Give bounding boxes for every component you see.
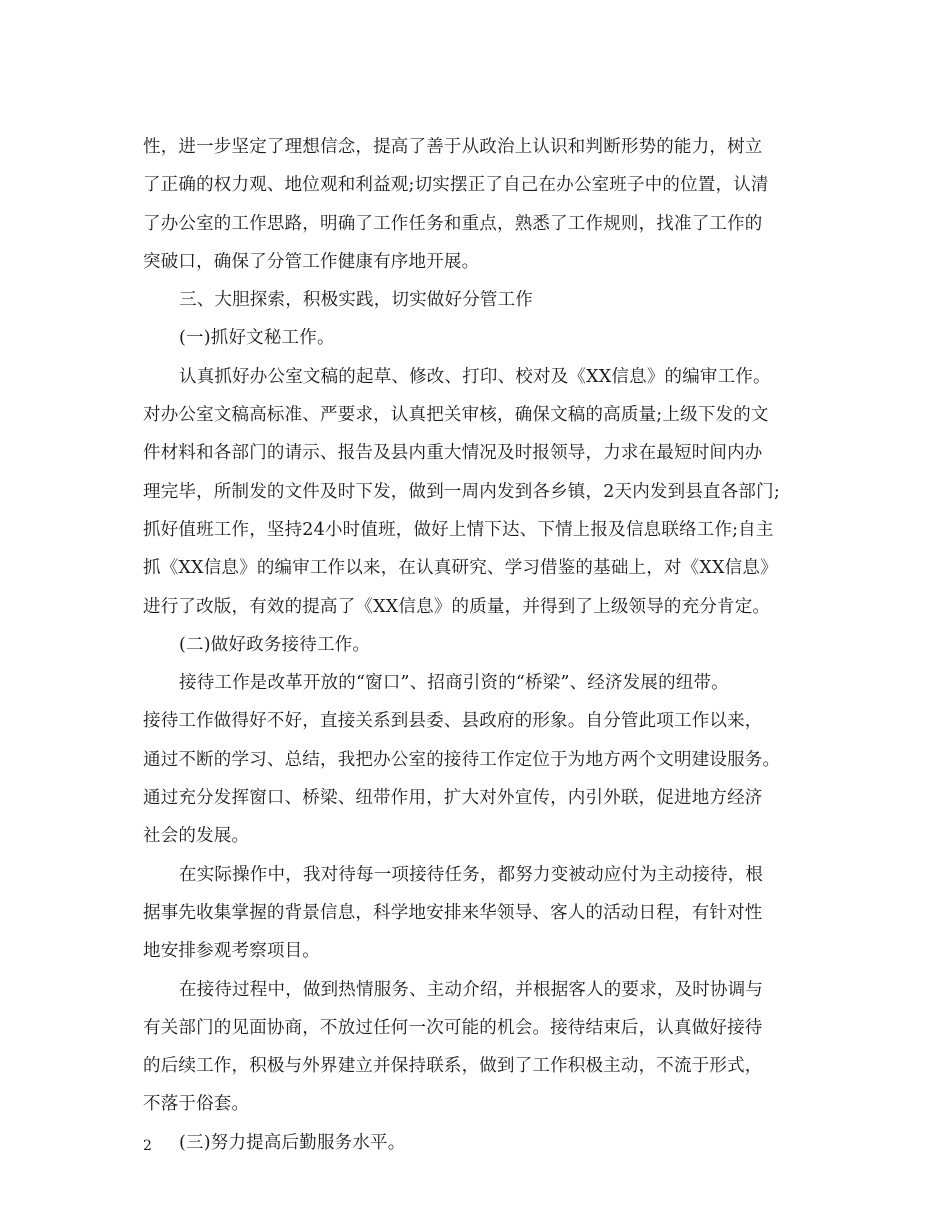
page-number: 2 — [143, 1138, 152, 1154]
text-line: 据事先收集掌握的背景信息，科学地安排来华领导、客人的活动日程，有针对性 — [143, 902, 763, 923]
text-line: 件材料和各部门的请示、报告及县内重大情况及时报领导，力求在最短时间内办 — [143, 443, 763, 464]
text-line: (三)努力提高后勤服务水平。 — [179, 1132, 406, 1153]
text-line: 了办公室的工作思路，明确了工作任务和重点，熟悉了工作规则，找准了工作的 — [143, 213, 763, 234]
text-line: 有关部门的见面协商，不放过任何一次可能的机会。接待结束后，认真做好接待 — [143, 1017, 763, 1038]
text-line: 抓好值班工作，坚持24小时值班，做好上情下达、下情上报及信息联络工作;自主 — [143, 519, 774, 540]
text-line: 认真抓好办公室文稿的起草、修改、打印、校对及《XX信息》的编审工作。 — [179, 366, 771, 387]
text-line: 在接待过程中，做到热情服务、主动介绍，并根据客人的要求，及时协调与 — [179, 979, 764, 1000]
text-line: 社会的发展。 — [143, 826, 250, 847]
body-text — [143, 128, 823, 1162]
text-line: 了正确的权力观、地位观和利益观;切实摆正了自己在办公室班子中的位置，认清 — [143, 175, 769, 196]
text-line: 不落于俗套。 — [143, 1094, 250, 1115]
text-line: 突破口，确保了分管工作健康有序地开展。 — [143, 251, 480, 272]
text-line: 接待工作做得好不好，直接关系到县委、县政府的形象。自分管此项工作以来， — [143, 711, 763, 732]
text-line: 进行了改版，有效的提高了《XX信息》的质量，并得到了上级领导的充分肯定。 — [143, 596, 771, 617]
text-line: 理完毕，所制发的文件及时下发，做到一周内发到各乡镇，2天内发到县直各部门; — [143, 481, 780, 502]
text-line: 地安排参观考察项目。 — [143, 941, 320, 962]
text-line: 抓《XX信息》的编审工作以来，在认真研究、学习借鉴的基础上，对《XX信息》 — [143, 558, 778, 579]
text-line: 接待工作是改革开放的“窗口”、招商引资的“桥梁”、经济发展的纽带。 — [179, 673, 729, 694]
text-line: 在实际操作中，我对待每一项接待任务，都努力变被动应付为主动接待，根 — [179, 864, 764, 885]
text-line: (一)抓好文秘工作。 — [179, 328, 335, 349]
text-line: 通过不断的学习、总结，我把办公室的接待工作定位于为地方两个文明建设服务。 — [143, 749, 781, 770]
text-line: 性，进一步坚定了理想信念，提高了善于从政治上认识和判断形势的能力，树立 — [143, 137, 763, 157]
text-line: 通过充分发挥窗口、桥梁、纽带作用，扩大对外宣传，内引外联，促进地方经济 — [143, 788, 763, 809]
text-line: (二)做好政务接待工作。 — [179, 634, 371, 655]
text-line: 的后续工作，积极与外界建立并保持联系，做到了工作积极主动，不流于形式， — [143, 1056, 763, 1077]
text-line: 对办公室文稿高标准、严要求，认真把关审核，确保文稿的高质量;上级下发的文 — [143, 405, 769, 426]
text-line: 三、大胆探索，积极实践，切实做好分管工作 — [179, 290, 533, 311]
